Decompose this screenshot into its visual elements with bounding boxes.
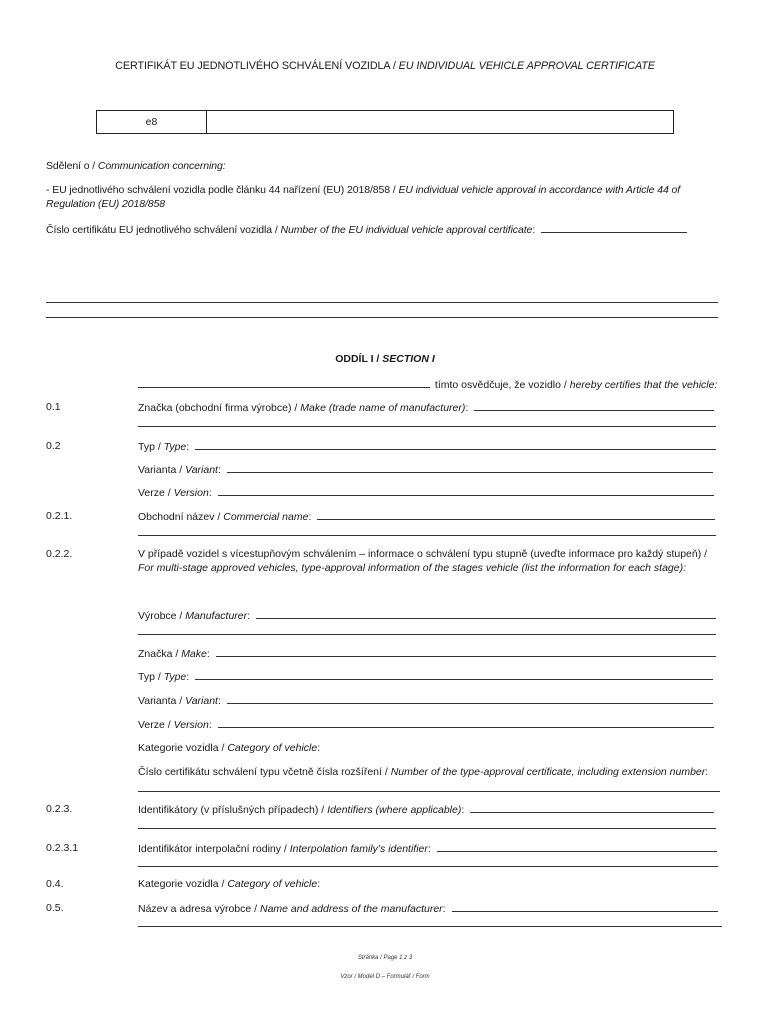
certificate-number-colon: : [532,224,538,236]
item-stage-category-en: Category of vehicle [227,742,318,754]
page-number: Stránka / Page 1 z 3 [357,955,413,961]
item-number: 0.1 [46,401,61,413]
continuation-line[interactable] [138,634,716,635]
item-colon: : [317,878,321,890]
item-stage-version-cz: Verze / [138,719,174,731]
item-multistage-cz: V případě vozidel s vícestupňovým schválením – informace o schválení typu stupně (uveďte informace pro každý stupeň) / [138,548,708,560]
item-type-en: Type [163,441,187,453]
item-number: 0.4. [46,878,64,890]
item-make-en: Make (trade name of manufacturer) [300,402,466,414]
item-colon: : [247,610,253,622]
section-en: SECTION I [382,353,435,365]
item-stage-make [138,647,716,660]
item-colon: : [208,719,215,731]
communication-label [46,160,226,172]
continuation-line[interactable] [138,828,716,829]
item-stage-type-en: Type [163,671,187,683]
item-colon: : [442,903,449,915]
item-number: 0.2 [46,440,61,452]
item-identifiers-cz: Identifikátory (v příslušných případech) / [138,804,328,816]
continuation-line[interactable] [138,791,720,792]
item-variant-en: Variant [185,464,218,476]
certificate-number-cz: Číslo certifikátu EU jednotlivého schválení vozidla / [46,224,281,236]
approval-basis-en1: EU individual vehicle approval in accordance with Article 44 of [398,184,681,196]
item-colon: : [217,464,224,476]
item-interpolation-en: Interpolation family’s identifier [289,843,428,855]
item-category-en: Category of vehicle [227,878,318,890]
item-multistage-en: For multi-stage approved vehicles, type-approval information of the stages vehicle (list the information for each stage): [138,562,687,574]
item-stage-type [138,670,713,683]
item-make [138,401,714,414]
item-manufacturer-address [138,902,718,915]
form-model: Vzor / Model D – Formulář / Form [340,974,430,980]
item-commercial-cz: Obchodní název / [138,511,224,523]
item-identifiers-en: Identifiers (where applicable) [327,804,462,816]
approval-code-box [96,110,674,134]
continuation-line[interactable] [138,926,722,927]
authority-field[interactable] [138,378,430,388]
item-stage-make-cz: Značka / [138,648,182,660]
version-field[interactable] [218,486,714,496]
item-stage-variant [138,694,713,707]
commercial-name-field[interactable] [317,510,715,520]
item-stage-variant-cz: Varianta / [138,695,186,707]
item-interpolation-cz: Identifikátor interpolační rodiny / [138,843,290,855]
item-stage-type-cz: Typ / [138,671,164,683]
make-field[interactable] [474,401,714,411]
item-address-en: Name and address of the manufacturer [259,903,443,915]
item-variant [138,463,713,476]
item-variant-cz: Varianta / [138,464,186,476]
item-vehicle-category [138,878,320,890]
document-title [0,60,770,72]
approval-code-field[interactable] [208,111,673,133]
item-interpolation-family [138,842,717,855]
item-colon: : [317,742,321,754]
type-field[interactable] [195,440,716,450]
certifies-row [138,378,717,391]
certificate-number-field[interactable] [541,223,687,233]
approval-basis-cz: - EU jednotlivého schválení vozidla podle článku 44 nařízení (EU) 2018/858 / [46,184,399,196]
item-stage-make-en: Make [181,648,207,660]
item-category-cz: Kategorie vozidla / [138,878,228,890]
continuation-line[interactable] [138,426,716,427]
item-colon: : [186,441,193,453]
approval-basis-line2 [46,198,165,210]
continuation-line[interactable] [138,535,716,536]
item-stage-version-en: Version [173,719,209,731]
stage-make-field[interactable] [216,647,716,657]
item-number: 0.2.2. [46,548,73,560]
item-version [138,486,714,499]
item-number: 0.2.3.1 [46,842,79,854]
item-number: 0.2.3. [46,803,73,815]
item-colon: : [208,487,215,499]
section-cz: ODDÍL I / [335,353,383,365]
item-version-cz: Verze / [138,487,174,499]
stage-variant-field[interactable] [227,694,713,704]
stage-version-field[interactable] [218,718,714,728]
title-en: EU INDIVIDUAL VEHICLE APPROVAL CERTIFICATE [398,60,655,72]
item-commercial-name [138,510,715,523]
variant-field[interactable] [227,463,713,473]
continuation-line[interactable] [138,866,718,867]
item-colon: : [206,648,213,660]
item-ta-number-en: Number of the type-approval certificate, including extension number [390,766,706,778]
item-version-en: Version [173,487,209,499]
item-colon: : [461,804,468,816]
approval-basis-line1 [46,184,680,196]
item-number: 0.2.1. [46,510,73,522]
section-heading [0,353,770,365]
certificate-number-row [46,223,687,236]
approval-code: e8 [97,111,207,133]
communication-cz: Sdělení o / [46,160,98,172]
item-commercial-en: Commercial name [223,511,309,523]
item-manufacturer-cz: Výrobce / [138,610,186,622]
item-identifiers [138,803,714,816]
item-colon: : [186,671,193,683]
communication-en: Communication concerning: [97,160,226,172]
item-colon: : [427,843,434,855]
blank-line[interactable] [46,302,718,303]
item-type-cz: Typ / [138,441,164,453]
item-stage-category-cz: Kategorie vozidla / [138,742,228,754]
approval-basis-en2: Regulation (EU) 2018/858 [46,198,166,210]
certificate-number-en: Number of the EU individual vehicle approval certificate [280,224,533,236]
manufacturer-field[interactable] [256,609,716,619]
manufacturer-address-field[interactable] [452,902,718,912]
item-colon: : [465,402,472,414]
item-stage-version [138,718,714,731]
item-number: 0.5. [46,902,64,914]
item-manufacturer [138,609,716,622]
item-type [138,440,716,453]
item-colon: : [217,695,224,707]
item-stage-variant-en: Variant [185,695,218,707]
item-stage-category [138,742,320,754]
item-colon: : [705,766,709,778]
blank-line[interactable] [46,317,718,318]
item-colon: : [308,511,315,523]
item-type-approval-number [138,766,708,778]
item-manufacturer-en: Manufacturer [185,610,248,622]
certifies-cz: tímto osvědčuje, že vozidlo / [432,379,570,391]
title-cz: CERTIFIKÁT EU JEDNOTLIVÉHO SCHVÁLENÍ VOZIDLA / [115,60,399,72]
stage-type-field[interactable] [195,670,713,680]
item-make-cz: Značka (obchodní firma výrobce) / [138,402,301,414]
certifies-en: hereby certifies that the vehicle: [569,379,718,391]
identifiers-field[interactable] [470,803,714,813]
interpolation-field[interactable] [437,842,717,852]
item-address-cz: Název a adresa výrobce / [138,903,260,915]
item-ta-number-cz: Číslo certifikátu schválení typu včetně čísla rozšíření / [138,766,391,778]
